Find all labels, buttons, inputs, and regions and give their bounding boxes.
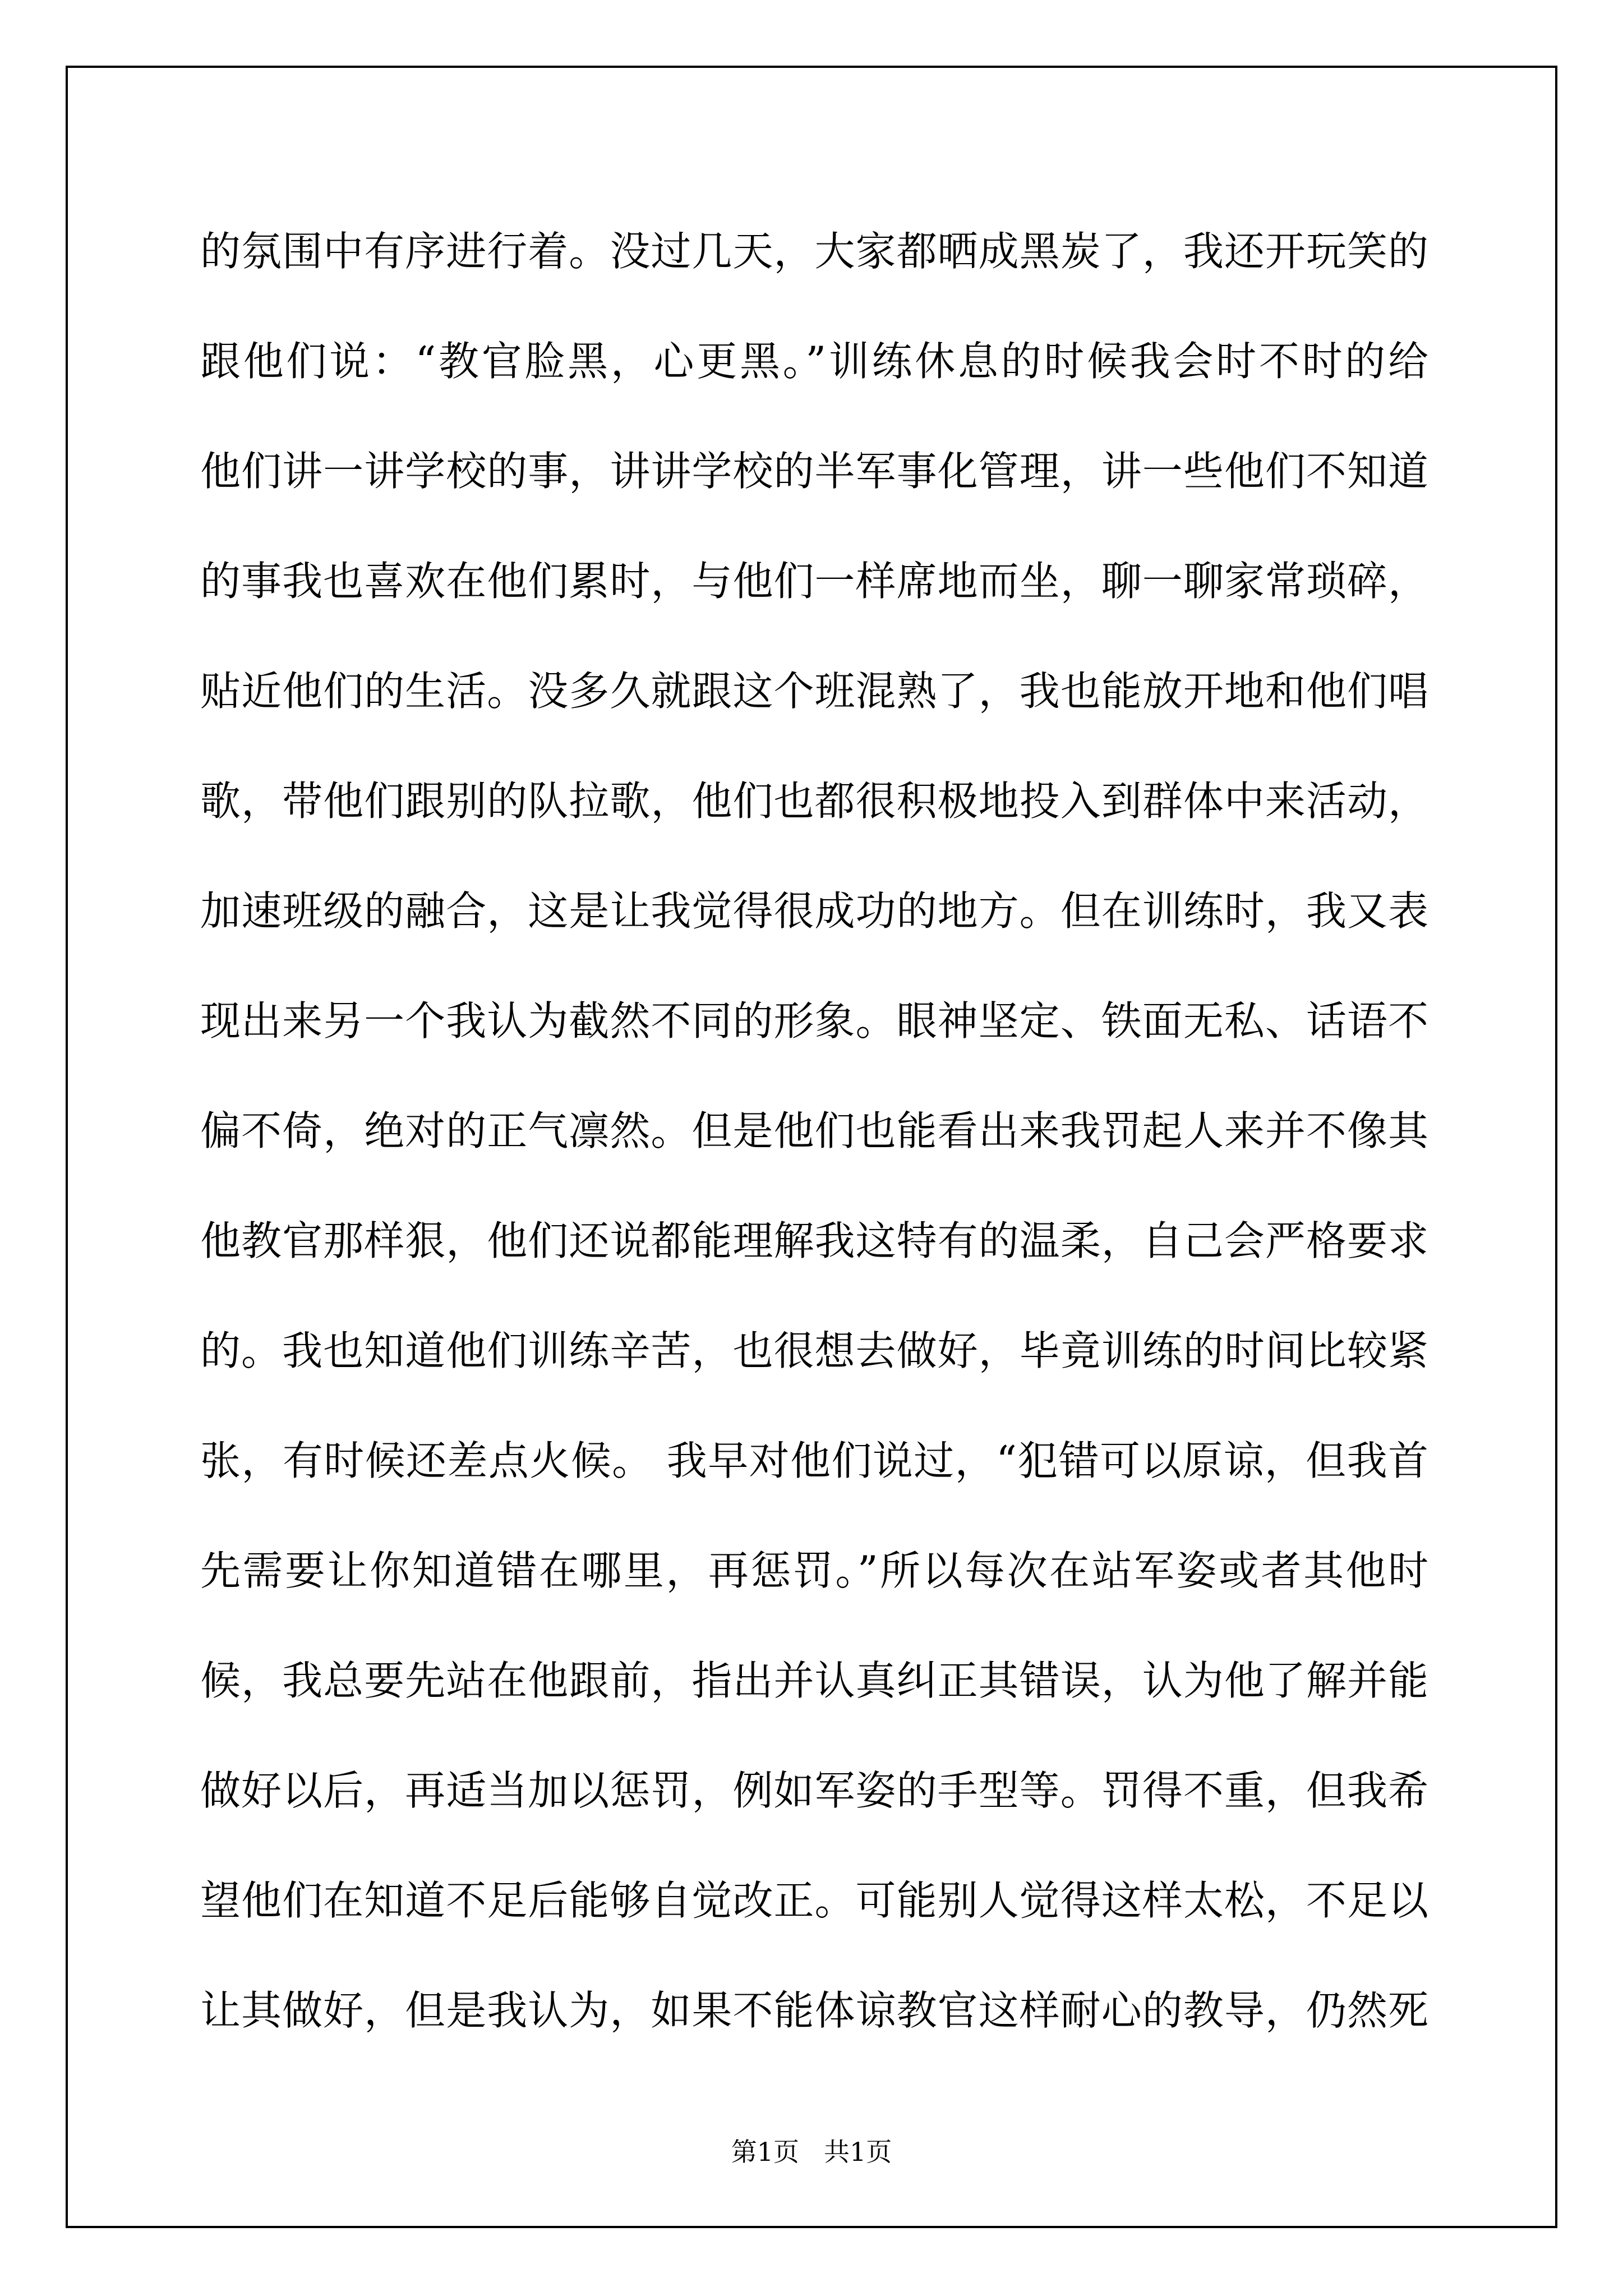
page-footer	[0, 2132, 1623, 2169]
text-line: 让其做好，但是我认为，如果不能体谅教官这样耐心的教导，仍然死	[200, 1987, 1428, 2034]
text-line: 跟他们说：“教官脸黑，心更黑。”训练休息的时候我会时不时的给	[200, 338, 1428, 385]
text-line: 的。我也知道他们训练辛苦，也很想去做好，毕竟训练的时间比较紧	[200, 1327, 1428, 1374]
text-line: 偏不倚，绝对的正气凛然。但是他们也能看出来我罚起人来并不像其	[200, 1107, 1428, 1154]
text-line: 加速班级的融合，这是让我觉得很成功的地方。但在训练时，我又表	[200, 887, 1428, 935]
text-line: 做好以后，再适当加以惩罚，例如军姿的手型等。罚得不重，但我希	[200, 1767, 1428, 1814]
text-line: 贴近他们的生活。没多久就跟这个班混熟了，我也能放开地和他们唱	[200, 668, 1428, 715]
text-line: 歌，带他们跟别的队拉歌，他们也都很积极地投入到群体中来活动，	[200, 777, 1428, 825]
text-line: 的事我也喜欢在他们累时，与他们一样席地而坐，聊一聊家常琐碎，	[200, 558, 1428, 605]
text-line: 的氛围中有序进行着。没过几天，大家都晒成黑炭了，我还开玩笑的	[200, 228, 1428, 275]
text-line: 他们讲一讲学校的事，讲讲学校的半军事化管理，讲一些他们不知道	[200, 448, 1428, 495]
text-line: 先需要让你知道错在哪里，再惩罚。”所以每次在站军姿或者其他时	[200, 1547, 1428, 1594]
text-line: 张，有时候还差点火候。 我早对他们说过，“犯错可以原谅，但我首	[200, 1437, 1428, 1484]
body-text	[200, 196, 1428, 2065]
text-line: 他教官那样狠，他们还说都能理解我这特有的温柔，自己会严格要求	[200, 1217, 1428, 1264]
page-total: 共1页	[823, 2137, 892, 2167]
text-line: 望他们在知道不足后能够自觉改正。可能别人觉得这样太松，不足以	[200, 1877, 1428, 1924]
page-number: 第1页	[731, 2137, 800, 2167]
text-line: 候，我总要先站在他跟前，指出并认真纠正其错误，认为他了解并能	[200, 1657, 1428, 1704]
text-line: 现出来另一个我认为截然不同的形象。眼神坚定、铁面无私、话语不	[200, 997, 1428, 1045]
